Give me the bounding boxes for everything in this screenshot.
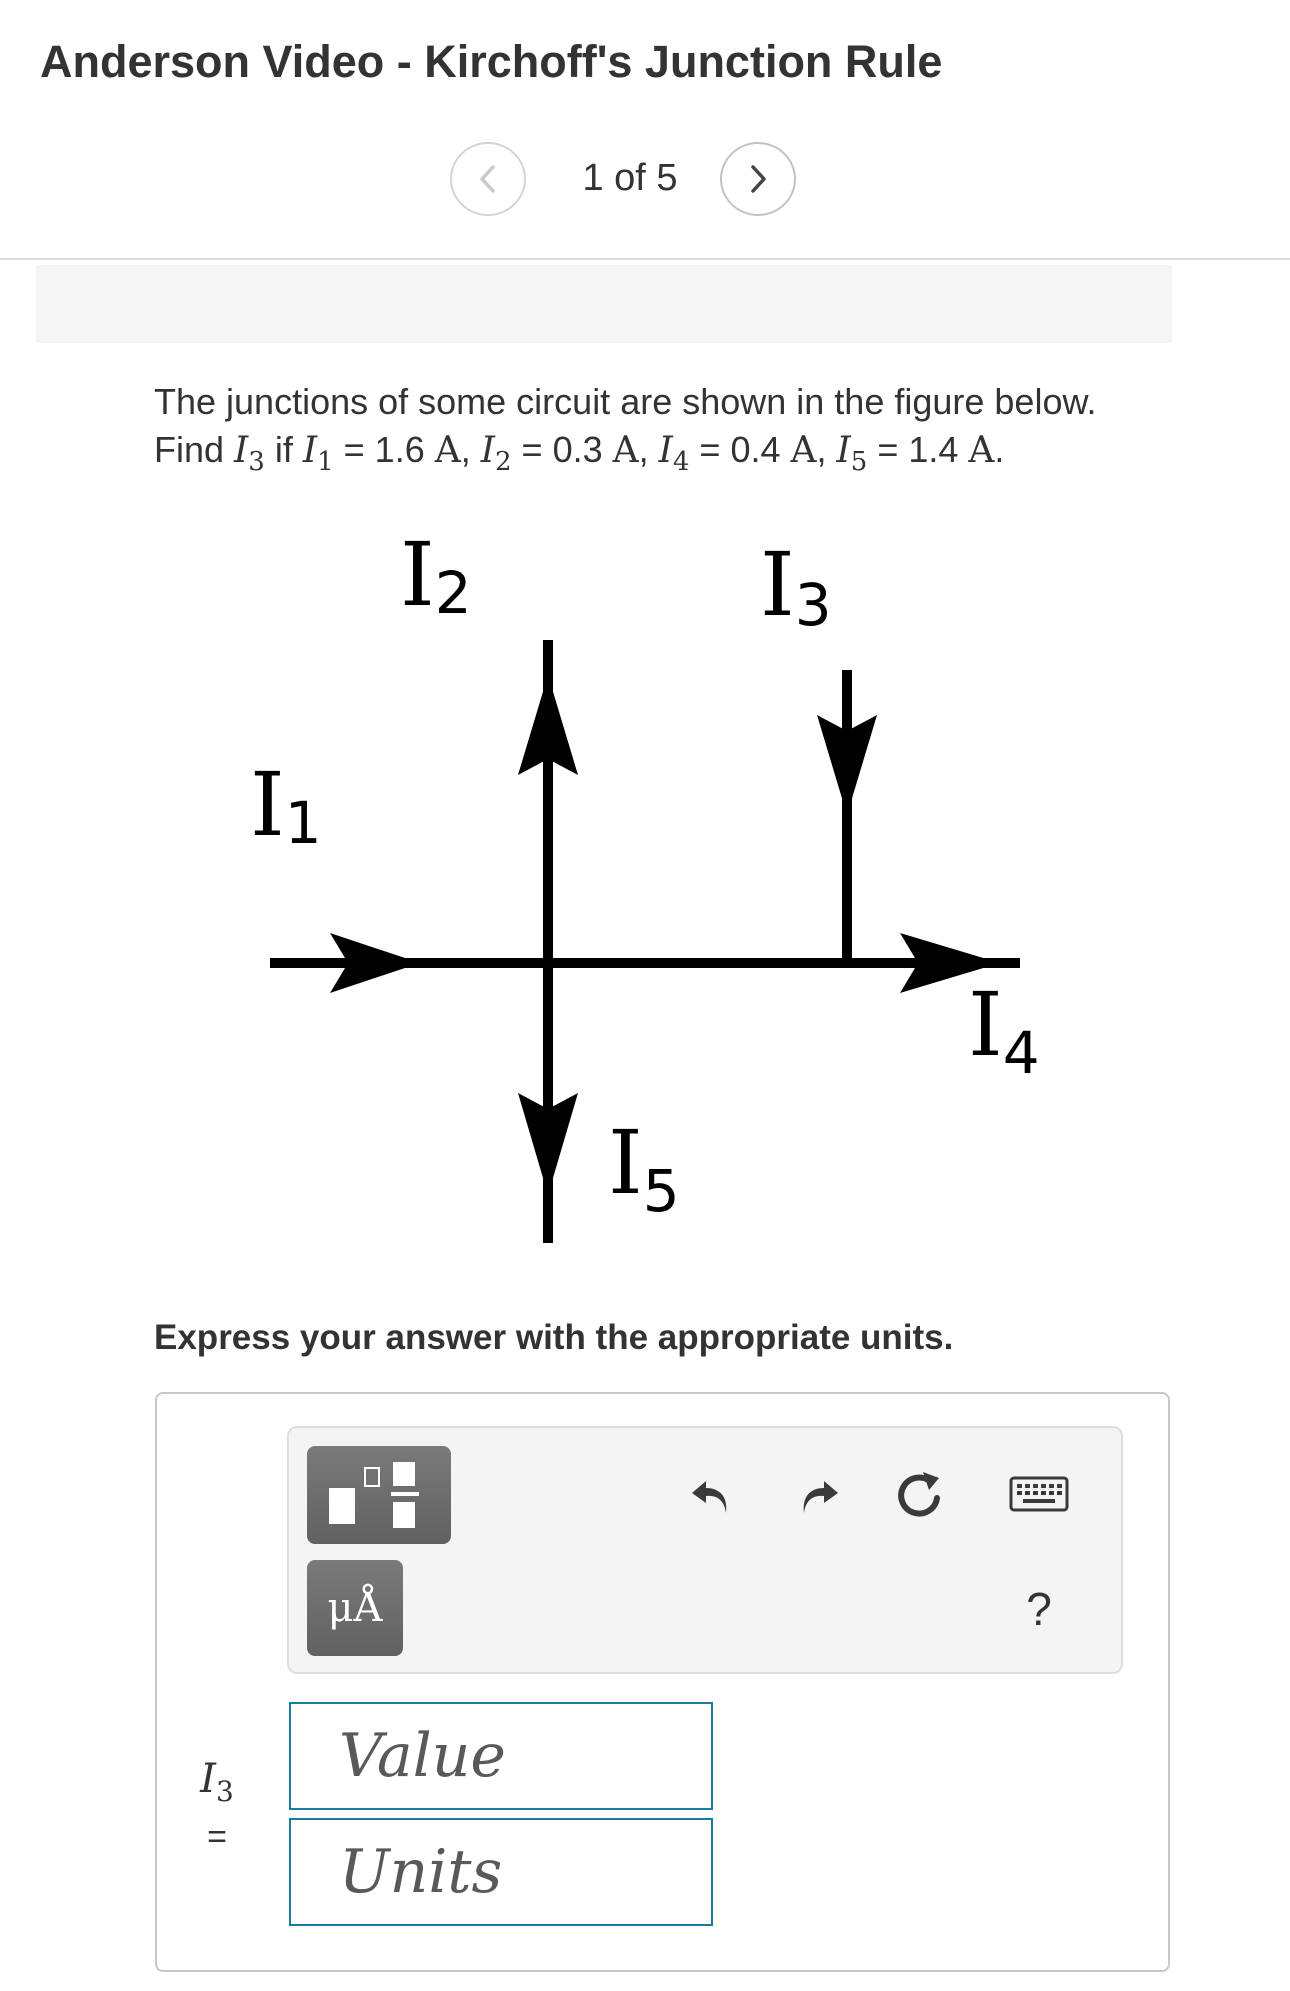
units-button[interactable]: μÅ: [307, 1560, 403, 1656]
keyboard-button[interactable]: [1007, 1464, 1071, 1524]
template-button[interactable]: [307, 1446, 451, 1544]
page-indicator: 1 of 5: [582, 157, 678, 199]
label-i1: I1: [250, 753, 322, 857]
math-toolbar: [287, 1426, 1123, 1674]
undo-button[interactable]: [681, 1464, 741, 1524]
junction-diagram: [240, 515, 1100, 1265]
page-title: Anderson Video - Kirchoff's Junction Rule: [40, 36, 943, 87]
problem-statement: [154, 378, 1164, 486]
answer-variable-label: $I_3$: [200, 1756, 234, 1808]
chevron-left-icon: [473, 161, 503, 197]
units-input[interactable]: [291, 1820, 711, 1924]
undo-icon: [686, 1469, 736, 1519]
label-i3: I3: [760, 533, 832, 639]
info-band: [36, 265, 1172, 343]
unknown-symbol: $I_3$: [234, 430, 265, 478]
redo-button[interactable]: [789, 1464, 849, 1524]
redo-icon: [794, 1469, 844, 1519]
circuit-junction-figure: [240, 515, 1100, 1265]
pagination: [450, 142, 802, 218]
fraction-template-icon: [307, 1446, 451, 1544]
value-input[interactable]: [291, 1704, 711, 1808]
value-field-container: [289, 1702, 713, 1810]
previous-button[interactable]: [450, 142, 526, 216]
units-field-container: [289, 1818, 713, 1926]
problem-line-2: Find $I_3$ if $I_1 = 1.6$ A, $I_2 = 0.3$ A, $I_4 = 0.4$ A, $I_5 = 1.4$ A.: [154, 429, 1005, 478]
answer-instructions: Express your answer with the appropriate units.: [154, 1318, 954, 1357]
reset-button[interactable]: [889, 1466, 949, 1526]
header-divider: [0, 258, 1290, 260]
reset-icon: [891, 1468, 947, 1524]
label-i2: I2: [400, 523, 472, 627]
equals-sign: =: [207, 1818, 227, 1856]
next-button[interactable]: [720, 142, 796, 216]
keyboard-icon: [1009, 1474, 1069, 1514]
label-i5: $I_5$: [608, 1111, 680, 1225]
label-i4: $I_4$: [968, 973, 1040, 1087]
chevron-right-icon: [743, 161, 773, 197]
answer-panel: [155, 1392, 1170, 1972]
problem-line-1: The junctions of some circuit are shown in the figure below.: [154, 381, 1097, 422]
help-button[interactable]: ?: [1026, 1583, 1052, 1635]
